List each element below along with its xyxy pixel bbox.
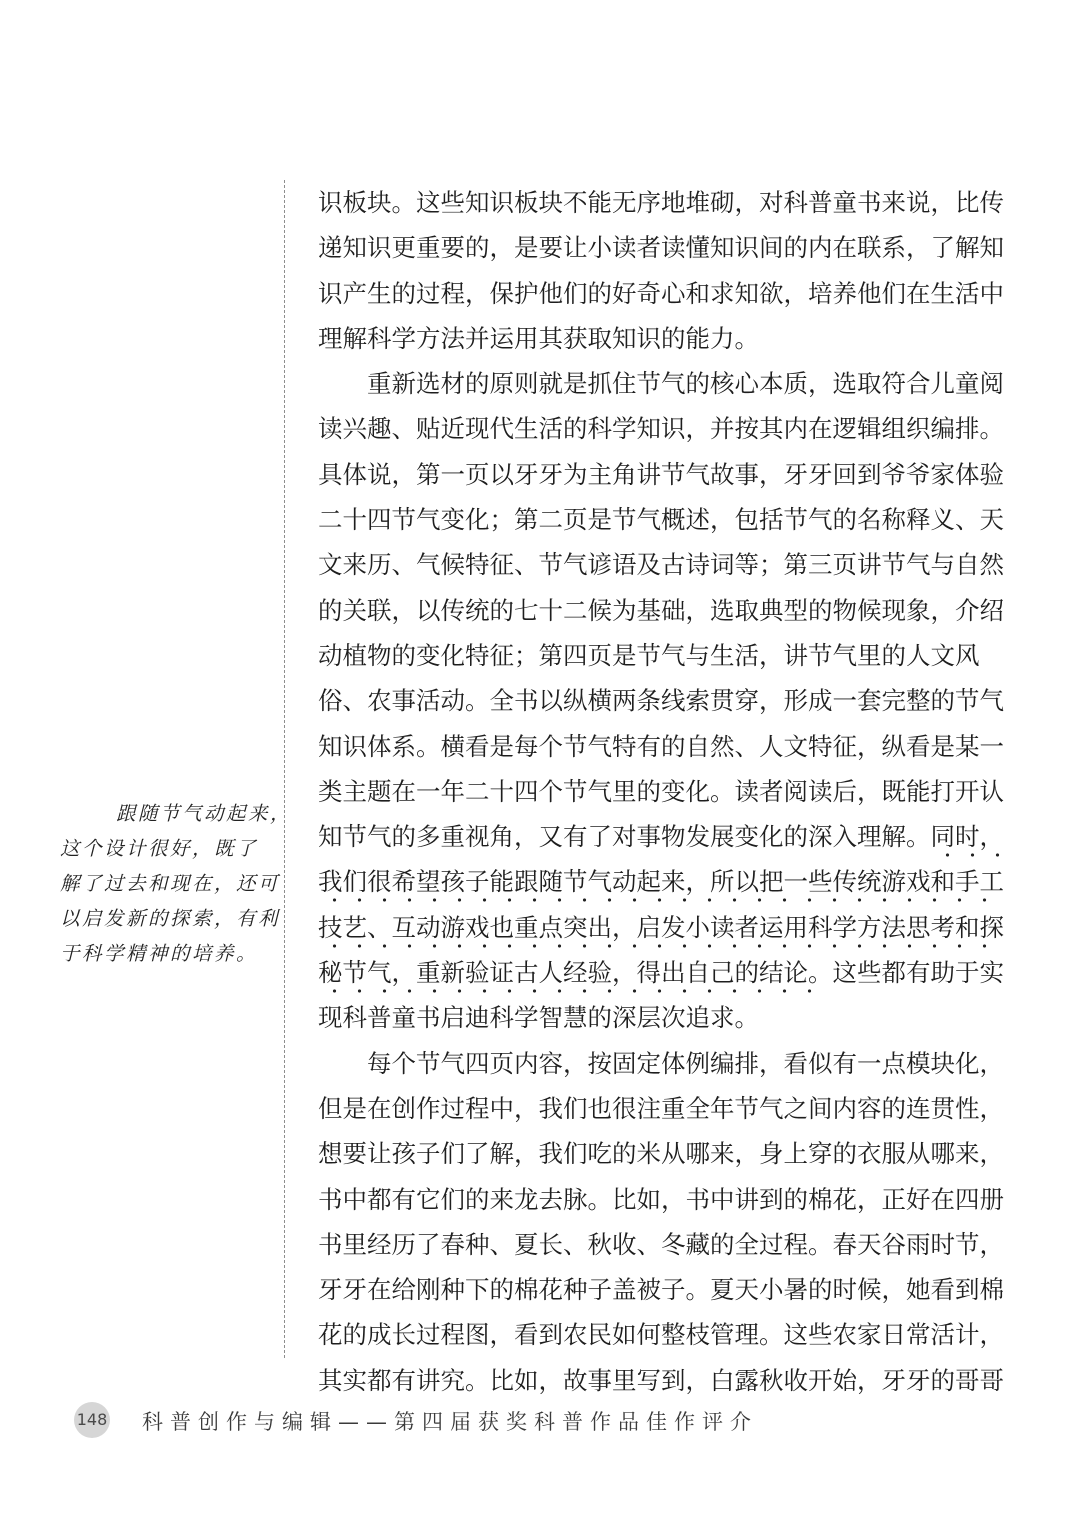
text-line: 重新选材的原则就是抓住节气的核心本质，选取符合儿童阅	[367, 369, 1004, 399]
margin-divider	[284, 180, 285, 1358]
text-line: 俗、农事活动。全书以纵横两条线索贯穿，形成一套完整的节气	[318, 686, 1004, 716]
running-title: 科普创作与编辑——第四届获奖科普作品佳作评介	[142, 1410, 758, 1434]
text-line: 识板块。这些知识板块不能无序地堆砌，对科普童书来说，比传	[318, 188, 1004, 217]
page-number: 148	[74, 1402, 110, 1438]
text-line: 动植物的变化特征；第四页是节气与生活，讲节气里的人文风	[318, 640, 980, 670]
emphasized-text: 同时，	[930, 822, 1004, 852]
emphasized-text: 技艺、互动游戏也重点突出，启发小读者运用科学方法思考和探	[318, 912, 1004, 942]
text-line: 想要让孩子们了解，我们吃的米从哪来，身上穿的衣服从哪来，	[318, 1139, 1004, 1169]
margin-note-line: 这个设计很好，既了	[60, 837, 259, 860]
text-line: 每个节气四页内容，按固定体例编排，看似有一点模块化，	[367, 1048, 1004, 1078]
text-segment: 知节气的多重视角，又有了对事物发展变化的深入理解。	[318, 822, 931, 852]
margin-note	[60, 796, 293, 971]
text-line	[318, 859, 1004, 904]
text-line	[318, 905, 1004, 950]
paragraph-3	[318, 1041, 1004, 1403]
page-footer	[74, 1400, 974, 1440]
margin-note-line: 于科学精神的培养。	[60, 942, 259, 965]
margin-note-line: 以启发新的探索，有利	[60, 907, 281, 930]
text-line: 书里经历了春种、夏长、秋收、冬藏的全过程。春天谷雨时节，	[318, 1229, 1004, 1259]
text-line: 但是在创作过程中，我们也很注重全年节气之间内容的连贯性，	[318, 1093, 1004, 1123]
emphasized-text: 我们很希望孩子能跟随节气动起来，所以把一些传统游戏和手工	[318, 867, 1004, 897]
text-line: 书中都有它们的来龙去脉。比如，书中讲到的棉花，正好在四册	[318, 1184, 1004, 1214]
text-line: 类主题在一年二十四个节气里的变化。读者阅读后，既能打开认	[318, 776, 1004, 806]
text-line: 知识体系。横看是每个节气特有的自然、人文特征，纵看是某一	[318, 731, 1004, 761]
text-segment: 这些都有助于实	[832, 958, 1004, 988]
text-line: 花的成长过程图，看到农民如何整枝管理。这些农家日常活计，	[318, 1320, 1004, 1350]
text-line: 其实都有讲究。比如，故事里写到，白露秋收开始，牙牙的哥哥	[318, 1365, 1004, 1395]
text-line: 牙牙在给刚种下的棉花种子盖被子。夏天小暑的时候，她看到棉	[318, 1275, 1004, 1305]
text-line: 读兴趣、贴近现代生活的科学知识，并按其内在逻辑组织编排。	[318, 414, 1004, 444]
text-line: 二十四节气变化；第二页是节气概述，包括节气的名称释义、天	[318, 505, 1004, 535]
paragraph-2	[318, 361, 1004, 1040]
text-line: 识产生的过程，保护他们的好奇心和求知欲，培养他们在生活中	[318, 278, 1004, 308]
text-line: 具体说，第一页以牙牙为主角讲节气故事，牙牙回到爷爷家体验	[318, 459, 1004, 489]
text-line: 文来历、气候特征、节气谚语及古诗词等；第三页讲节气与自然	[318, 550, 1004, 580]
body-text	[318, 180, 1004, 1403]
margin-note-line: 跟随节气动起来，	[116, 802, 293, 825]
text-line: 递知识更重要的，是要让小读者读懂知识间的内在联系，了解知	[318, 233, 1004, 263]
text-line: 的关联，以传统的七十二候为基础，选取典型的物候现象，介绍	[318, 595, 1004, 625]
paragraph-1	[318, 180, 1004, 361]
margin-note-line: 解了过去和现在，还可	[60, 872, 281, 895]
text-line: 理解科学方法并运用其获取知识的能力。	[318, 323, 759, 353]
emphasized-text: 秘节气，重新验证古人经验，得出自己的结论。	[318, 958, 833, 988]
text-line	[318, 950, 1004, 995]
text-line	[318, 814, 1004, 859]
text-line: 现科普童书启迪科学智慧的深层次追求。	[318, 1003, 759, 1033]
